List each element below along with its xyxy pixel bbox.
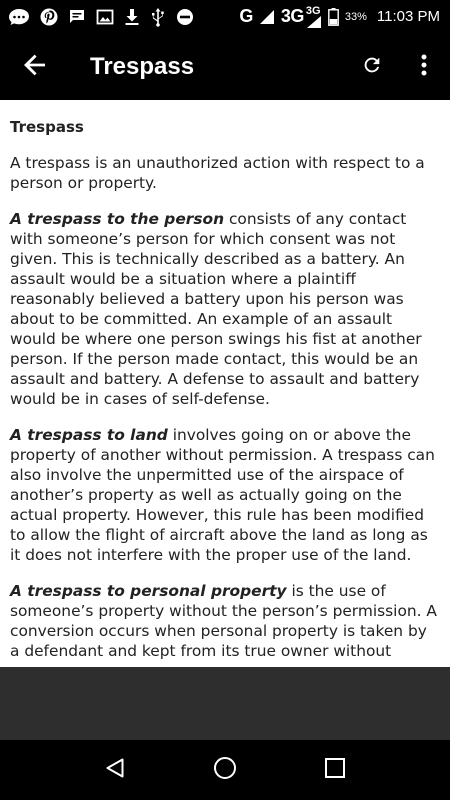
term-trespass-to-land: A trespass to land: [10, 426, 168, 444]
network-g-label: G: [239, 6, 253, 26]
intro-paragraph: A trespass is an unauthorized action with respect to a person or property.: [10, 154, 425, 192]
back-button[interactable]: [0, 33, 70, 100]
network-3g-label: 3G: [280, 6, 304, 26]
battery-percentage: 33%: [344, 10, 367, 23]
term-trespass-to-personal-property: A trespass to personal property: [10, 582, 287, 600]
signal-3g-icon: [306, 16, 322, 28]
battery-icon: [328, 8, 339, 26]
usb-icon: [150, 7, 166, 27]
chat-icon: [8, 8, 30, 26]
notification-icons: [8, 7, 194, 27]
bottom-panel: [0, 667, 450, 740]
home-circle-icon: [213, 756, 237, 784]
recents-square-icon: [324, 757, 346, 783]
network-3g-signal: [306, 6, 322, 28]
system-status: [239, 6, 440, 28]
paragraph-trespass-to-land: [10, 425, 440, 565]
app-actions: [346, 33, 450, 100]
nav-back-button[interactable]: [85, 740, 145, 800]
refresh-button[interactable]: [346, 33, 398, 100]
more-vert-icon: [420, 54, 428, 80]
clock: 11:03 PM: [376, 8, 440, 25]
image-icon: [96, 8, 114, 26]
article-heading: Trespass: [10, 118, 84, 136]
status-bar: [0, 0, 450, 33]
nav-recents-button[interactable]: [305, 740, 365, 800]
paragraph-trespass-to-personal-property: [10, 581, 440, 661]
do-not-disturb-icon: [176, 8, 194, 26]
back-arrow-icon: [24, 54, 46, 80]
signal-icon: [259, 9, 275, 25]
pinterest-icon: [40, 8, 58, 26]
paragraph-text: consists of any contact with someone’s person for which consent was not given. This is technically described as a battery. An assault would be a situation where a plaintiff reasonably believed a battery upon his person was about to be committed. An example of an assault would be where one person swings his fist at another person. If the person made contact, this would be an assault and battery. A defense to assault and battery would be in cases of self-defense.: [10, 210, 422, 408]
term-trespass-to-person: A trespass to the person: [10, 210, 225, 228]
more-options-button[interactable]: [398, 33, 450, 100]
download-icon: [124, 8, 140, 26]
paragraph-text: is the use of someone’s property without the person’s permission. A conversion occurs when personal property is taken by a defendant and kept from its true owner without: [10, 582, 437, 660]
back-triangle-icon: [104, 757, 126, 783]
page-title: Trespass: [90, 52, 195, 80]
nav-home-button[interactable]: [195, 740, 255, 800]
paragraph-text: involves going on or above the property of another without permission. A trespass can also involve the unpermitted use of the airspace of another’s property as well as actually going on the actual property. However, this rule has been modified to allow the flight of aircraft above the land as long as it does not interfere with the proper use of the land.: [10, 426, 435, 564]
message-icon: [68, 8, 86, 26]
app-bar: [0, 33, 450, 100]
paragraph-trespass-to-person: [10, 209, 440, 409]
network-3g-superscript: 3G: [305, 4, 321, 17]
article-content[interactable]: [0, 100, 450, 667]
refresh-icon: [361, 54, 383, 80]
system-nav-bar: [0, 740, 450, 800]
